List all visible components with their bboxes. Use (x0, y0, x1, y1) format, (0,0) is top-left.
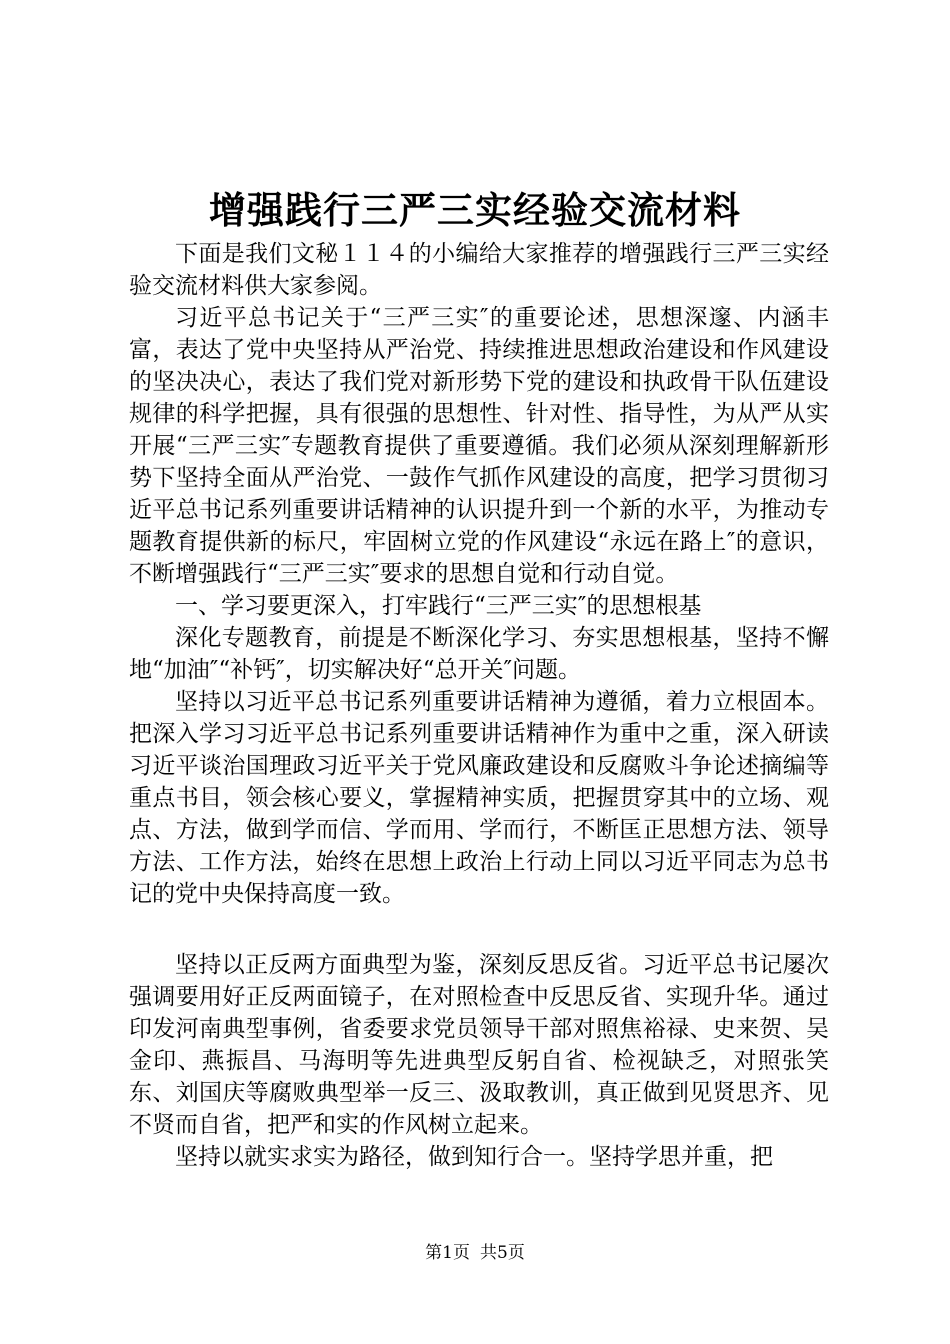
document-body (129, 238, 829, 1173)
page-number: 第1页 (425, 1243, 470, 1263)
paragraph-speech-spirit: 坚持以习近平总书记系列重要讲话精神为遵循，着力立根固本。把深入学习习近平总书记系列重要讲话精神作为重中之重，深入研读习近平谈治国理政习近平关于党风廉政建设和反腐败斗争论述摘编等重点书目，领会核心要义，掌握精神实质，把握贯穿其中的立场、观点、方法，做到学而信、学而用、学而行，不断匡正思想方法、领导方法、工作方法，始终在思想上政治上行动上同以习近平同志为总书记的党中央保持高度一致。 (129, 689, 829, 907)
page-total: 共5页 (480, 1243, 525, 1263)
document-title: 增强践行三严三实经验交流材料 (209, 188, 741, 232)
section-heading-1: 一、学习要更深入，打牢践行“三严三实″的思想根基 (175, 593, 702, 619)
paragraph-examples: 坚持以正反两方面典型为鉴，深刻反思反省。习近平总书记屡次强调要用好正反两面镜子，在对照检查中反思反省、实现升华。通过印发河南典型事例，省委要求党员领导干部对照焦裕禄、史来贺、吴金印、燕振昌、马海明等先进典型反躬自省、检视缺乏，对照张笑东、刘国庆等腐败典型举一反三、汲取教训，真正做到见贤思齐、见不贤而自省，把严和实的作风树立起来。 (129, 952, 829, 1138)
paragraph-overview: 习近平总书记关于“三严三实″的重要论述，思想深邃、内涵丰富，表达了党中央坚持从严治党、持续推进思想政治建设和作风建设的坚决决心，表达了我们党对新形势下党的建设和执政骨干队伍建设规律的科学把握，具有很强的思想性、针对性、指导性，为从严从实开展“三严三实″专题教育提供了重要遵循。我们必须从深刻理解新形势下坚持全面从严治党、一鼓作气抓作风建设的高度，把学习贯彻习近平总书记系列重要讲话精神的认识提升到一个新的水平，为推动专题教育提供新的标尺，牢固树立党的作风建设“永远在路上″的意识，不断增强践行“三严三实″要求的思想自觉和行动自觉。 (129, 305, 829, 587)
page-footer (0, 1242, 950, 1264)
paragraph-study: 深化专题教育，前提是不断深化学习、夯实思想根基，坚持不懈地“加油″“补钙″，切实解决好“总开关″问题。 (129, 625, 829, 683)
paragraph-practice: 坚持以就实求实为路径，做到知行合一。坚持学思并重，把 (175, 1144, 773, 1170)
paragraph-intro: 下面是我们文秘１１４的小编给大家推荐的增强践行三严三实经验交流材料供大家参阅。 (129, 241, 829, 299)
